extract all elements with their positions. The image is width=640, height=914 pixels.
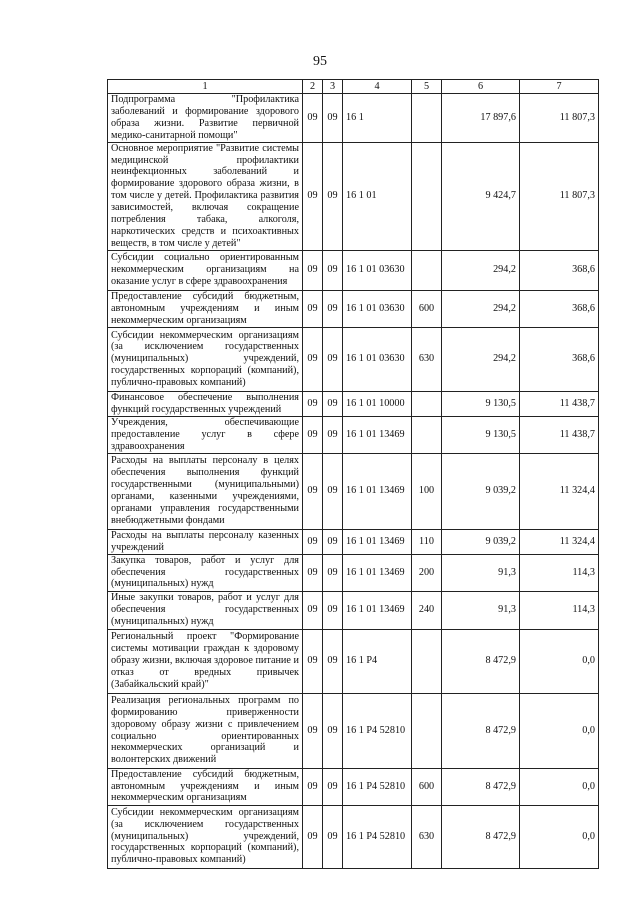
row-target-article: 16 1 01 13469: [343, 453, 412, 529]
row-description: Реализация региональных программ по формированию приверженности здоровому образу жизни с привлечением социально ориентированных некоммерческих организаций и волонтерских движений: [108, 693, 303, 768]
row-section-code: 09: [303, 629, 323, 693]
row-expense-type: [412, 142, 442, 250]
row-section-code: 09: [303, 250, 323, 290]
row-target-article: 16 1 01 03630: [343, 327, 412, 391]
row-amount-col6: 9 424,7: [442, 142, 520, 250]
table-row: [108, 142, 599, 250]
table-row: [108, 453, 599, 529]
row-section-code: 09: [303, 693, 323, 768]
row-expense-type: 100: [412, 453, 442, 529]
row-amount-col6: 8 472,9: [442, 805, 520, 868]
row-amount-col6: 9 039,2: [442, 529, 520, 554]
row-target-article: 16 1 P4 52810: [343, 693, 412, 768]
row-expense-type: [412, 391, 442, 416]
row-subsection-code: 09: [323, 142, 343, 250]
row-target-article: 16 1 01 03630: [343, 290, 412, 327]
row-amount-col7: 11 807,3: [520, 142, 599, 250]
row-expense-type: 600: [412, 768, 442, 805]
row-description: Учреждения, обеспечивающие предоставление услуг в сфере здравоохранения: [108, 416, 303, 453]
row-amount-col7: 114,3: [520, 591, 599, 629]
row-description: Иные закупки товаров, работ и услуг для обеспечения государственных (муниципальных) нужд: [108, 591, 303, 629]
row-subsection-code: 09: [323, 529, 343, 554]
row-subsection-code: 09: [323, 554, 343, 591]
row-amount-col6: 294,2: [442, 290, 520, 327]
row-amount-col7: 114,3: [520, 554, 599, 591]
row-expense-type: [412, 629, 442, 693]
row-target-article: 16 1 01 03630: [343, 250, 412, 290]
row-expense-type: [412, 416, 442, 453]
column-header: 5: [412, 80, 442, 94]
row-amount-col7: 11 324,4: [520, 453, 599, 529]
row-expense-type: [412, 693, 442, 768]
page-number: 95: [313, 54, 327, 69]
table-row: [108, 290, 599, 327]
table-row: [108, 591, 599, 629]
row-section-code: 09: [303, 327, 323, 391]
row-expense-type: 600: [412, 290, 442, 327]
row-description: Предоставление субсидий бюджетным, автономным учреждениям и иным некоммерческим организациям: [108, 290, 303, 327]
row-expense-type: 240: [412, 591, 442, 629]
table-row: [108, 94, 599, 143]
row-description: Субсидии некоммерческим организациям (за исключением государственных (муниципальных) учреждений, государственных корпораций (компаний), публично-правовых компаний): [108, 805, 303, 868]
row-amount-col7: 368,6: [520, 290, 599, 327]
row-amount-col7: 0,0: [520, 805, 599, 868]
table-body: [108, 94, 599, 869]
row-description: Предоставление субсидий бюджетным, автономным учреждениям и иным некоммерческим организациям: [108, 768, 303, 805]
table-row: [108, 629, 599, 693]
row-subsection-code: 09: [323, 591, 343, 629]
row-expense-type: 200: [412, 554, 442, 591]
table-header-row: [108, 80, 599, 94]
row-description: Подпрограмма "Профилактика заболеваний и формирование здорового образа жизни. Развитие первичной медико-санитарной помощи": [108, 94, 303, 143]
column-header: 6: [442, 80, 520, 94]
row-target-article: 16 1 01 13469: [343, 591, 412, 629]
row-subsection-code: 09: [323, 327, 343, 391]
row-amount-col7: 0,0: [520, 629, 599, 693]
table-row: [108, 250, 599, 290]
table-row: [108, 805, 599, 868]
row-subsection-code: 09: [323, 693, 343, 768]
row-target-article: 16 1 01 10000: [343, 391, 412, 416]
row-section-code: 09: [303, 805, 323, 868]
row-expense-type: 110: [412, 529, 442, 554]
row-amount-col7: 368,6: [520, 250, 599, 290]
row-description: Расходы на выплаты персоналу в целях обеспечения выполнения функций государственными (муниципальными) органами, казенными учреждениями, органами управления государственными внебюджетными фондами: [108, 453, 303, 529]
table-row: [108, 768, 599, 805]
row-amount-col6: 17 897,6: [442, 94, 520, 143]
row-amount-col6: 294,2: [442, 250, 520, 290]
row-amount-col7: 11 438,7: [520, 416, 599, 453]
row-subsection-code: 09: [323, 250, 343, 290]
row-description: Субсидии социально ориентированным некоммерческим организациям на оказание услуг в сфере здравоохранения: [108, 250, 303, 290]
row-subsection-code: 09: [323, 629, 343, 693]
row-subsection-code: 09: [323, 768, 343, 805]
row-target-article: 16 1 01 13469: [343, 529, 412, 554]
row-description: Финансовое обеспечение выполнения функций государственных учреждений: [108, 391, 303, 416]
row-section-code: 09: [303, 529, 323, 554]
row-description: Основное мероприятие "Развитие системы медицинской профилактики неинфекционных заболеваний и формирование здорового образа жизни, в том числе у детей. Профилактика развития зависимостей, включая сокращение потребления табака, алкоголя, наркотических средств и психоактивных веществ, в том числе у детей": [108, 142, 303, 250]
row-amount-col6: 294,2: [442, 327, 520, 391]
table-row: [108, 327, 599, 391]
row-amount-col6: 8 472,9: [442, 629, 520, 693]
table-row: [108, 416, 599, 453]
row-description: Расходы на выплаты персоналу казенных учреждений: [108, 529, 303, 554]
row-description: Субсидии некоммерческим организациям (за исключением государственных (муниципальных) учреждений, государственных корпораций (компаний), публично-правовых компаний): [108, 327, 303, 391]
row-subsection-code: 09: [323, 805, 343, 868]
table-row: [108, 529, 599, 554]
row-subsection-code: 09: [323, 94, 343, 143]
row-amount-col6: 9 130,5: [442, 391, 520, 416]
row-subsection-code: 09: [323, 391, 343, 416]
row-section-code: 09: [303, 416, 323, 453]
row-description: Региональный проект "Формирование системы мотивации граждан к здоровому образу жизни, включая здоровое питание и отказ от вредных привычек (Забайкальский край)": [108, 629, 303, 693]
table-row: [108, 554, 599, 591]
row-amount-col7: 0,0: [520, 693, 599, 768]
budget-table: [107, 79, 599, 869]
row-section-code: 09: [303, 554, 323, 591]
table-row: [108, 391, 599, 416]
row-amount-col7: 11 438,7: [520, 391, 599, 416]
row-amount-col6: 9 130,5: [442, 416, 520, 453]
row-expense-type: [412, 250, 442, 290]
row-target-article: 16 1 01 13469: [343, 416, 412, 453]
row-amount-col6: 8 472,9: [442, 768, 520, 805]
row-section-code: 09: [303, 391, 323, 416]
row-target-article: 16 1 P4 52810: [343, 805, 412, 868]
row-subsection-code: 09: [323, 290, 343, 327]
row-target-article: 16 1 01 13469: [343, 554, 412, 591]
row-section-code: 09: [303, 290, 323, 327]
row-subsection-code: 09: [323, 453, 343, 529]
row-target-article: 16 1: [343, 94, 412, 143]
row-section-code: 09: [303, 768, 323, 805]
column-header: 4: [343, 80, 412, 94]
row-description: Закупка товаров, работ и услуг для обеспечения государственных (муниципальных) нужд: [108, 554, 303, 591]
row-target-article: 16 1 01: [343, 142, 412, 250]
column-header: 1: [108, 80, 303, 94]
row-expense-type: 630: [412, 327, 442, 391]
table-row: [108, 693, 599, 768]
row-amount-col7: 368,6: [520, 327, 599, 391]
row-expense-type: [412, 94, 442, 143]
row-expense-type: 630: [412, 805, 442, 868]
column-header: 7: [520, 80, 599, 94]
row-amount-col7: 11 324,4: [520, 529, 599, 554]
row-target-article: 16 1 P4: [343, 629, 412, 693]
column-header: 2: [303, 80, 323, 94]
row-amount-col6: 9 039,2: [442, 453, 520, 529]
row-subsection-code: 09: [323, 416, 343, 453]
row-section-code: 09: [303, 591, 323, 629]
column-header: 3: [323, 80, 343, 94]
row-amount-col6: 91,3: [442, 554, 520, 591]
row-section-code: 09: [303, 94, 323, 143]
row-target-article: 16 1 P4 52810: [343, 768, 412, 805]
row-amount-col6: 91,3: [442, 591, 520, 629]
row-amount-col7: 0,0: [520, 768, 599, 805]
row-section-code: 09: [303, 142, 323, 250]
row-amount-col7: 11 807,3: [520, 94, 599, 143]
row-amount-col6: 8 472,9: [442, 693, 520, 768]
row-section-code: 09: [303, 453, 323, 529]
